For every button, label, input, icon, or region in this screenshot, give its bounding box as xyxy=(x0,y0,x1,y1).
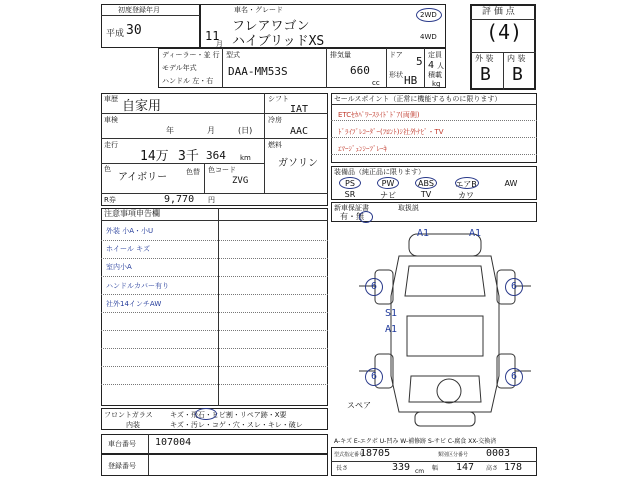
car-name-line1: フレアワゴン xyxy=(232,19,310,34)
shift-label: シフト xyxy=(268,95,289,103)
mileage-rest: 364 xyxy=(206,149,226,162)
equipment-item: PS xyxy=(345,179,355,188)
equipment-item: ナビ xyxy=(380,191,396,200)
equipment-item: TV xyxy=(420,190,432,199)
model-label: 型式 xyxy=(226,51,240,59)
shape: HB xyxy=(404,74,418,87)
class-number: 0003 xyxy=(486,448,511,459)
recycle-fee: 9,770 xyxy=(164,194,195,205)
inspection-year: 年 xyxy=(166,126,174,135)
height-label: 高さ xyxy=(486,465,499,472)
ac: AAC xyxy=(290,126,309,137)
mark-side-2: A1 xyxy=(385,324,398,335)
class-no-label: 類別区分番号 xyxy=(438,452,469,458)
reg-month: 11 xyxy=(205,29,220,43)
warranty-label: 新車保証書 xyxy=(334,204,369,212)
rating-score: (4) xyxy=(486,20,523,44)
lot-label: 車台番号 xyxy=(108,440,136,448)
model-code: DAA-MM53S xyxy=(228,65,288,78)
cm-label: cm xyxy=(415,468,425,475)
spec-no-label: 型式指定番号 xyxy=(334,452,365,458)
interior-grade: B xyxy=(512,64,523,85)
reg-month-unit: 月 xyxy=(216,40,223,48)
drive-4wd: 4WD xyxy=(420,33,437,41)
selling-point: ｴﾏｰｼﾞｪﾝｼｰﾌﾞﾚｰｷ xyxy=(338,145,387,153)
km-label: km xyxy=(240,154,251,162)
note-item: ハンドルカバー有り xyxy=(106,282,169,290)
notes-label: 注意事項申告欄 xyxy=(104,209,160,218)
ac-label: 冷房 xyxy=(268,116,282,124)
mark-front-right: A1 xyxy=(469,228,482,239)
interior-label: 内 装 xyxy=(507,54,526,63)
width-label: 幅 xyxy=(432,465,439,472)
door-label: ドア xyxy=(389,51,403,59)
mileage-sen: 3千 xyxy=(178,149,199,164)
equipment-item: AW xyxy=(504,179,518,188)
wheel-fl: 6 xyxy=(371,281,378,292)
note-item: 社外14インチAW xyxy=(106,300,162,308)
color-code: ZVG xyxy=(232,176,249,186)
mark-side: S1 xyxy=(385,308,398,319)
kg-label: kg xyxy=(432,80,441,88)
model-year-label: モデル年式 xyxy=(162,64,197,72)
usage: 自家用 xyxy=(122,99,162,114)
dealer-label: ディーラー・並 行 xyxy=(162,51,220,59)
interior-condition-options: キズ・汚レ・コゲ・穴・スレ・キレ・破レ xyxy=(170,421,303,429)
inspection-month: 月 xyxy=(207,126,215,135)
capacity-unit: 人 xyxy=(437,62,444,70)
height: 178 xyxy=(504,462,523,473)
equipment-label: 装備品（純正品に限ります） xyxy=(334,168,425,176)
reg-date-label: 初度登録年月 xyxy=(118,6,160,14)
color-label: 色 xyxy=(104,165,111,173)
equipment-item: カワ xyxy=(458,191,474,200)
exterior-label: 外 装 xyxy=(475,54,494,63)
inspection-day: (日) xyxy=(238,126,253,135)
usage-label: 車歴 xyxy=(104,95,118,103)
inspection-label: 車検 xyxy=(104,116,118,124)
selling-points-label: セールスポイント（正常に機能するものに限ります） xyxy=(334,95,502,103)
manual-value: 有・無 xyxy=(340,212,364,221)
mileage-man: 14万 xyxy=(140,149,169,164)
color-change-label: 色替 xyxy=(186,168,200,176)
fuel: ガソリン xyxy=(278,158,318,169)
wheel-fr: 6 xyxy=(511,281,518,292)
note-item: ホイール キズ xyxy=(106,245,150,253)
selling-point: ﾄﾞﾗｲﾌﾞﾚｺｰﾀﾞｰ(ﾌﾛﾝﾄ)ｼ社外ﾅﾋﾞ・TV xyxy=(338,128,444,136)
displacement: 660 xyxy=(350,64,370,77)
length: 339 xyxy=(392,462,411,473)
rating-label: 評 価 点 xyxy=(482,7,515,17)
front-glass-label: フロントガラス xyxy=(104,411,153,419)
spec-number: 18705 xyxy=(360,448,391,459)
equipment-item: ABS xyxy=(418,179,434,188)
wheel-rl: 6 xyxy=(371,371,378,382)
length-label: 長さ xyxy=(336,465,349,472)
capacity-label: 定員 xyxy=(428,51,442,59)
car-name-label: 車名・グレード xyxy=(234,6,283,14)
fuel-label: 燃料 xyxy=(268,141,282,149)
interior-condition-label: 内装 xyxy=(126,421,140,429)
reg-era: 平成 xyxy=(106,29,125,39)
capacity: 4 xyxy=(428,60,435,71)
manual-label: 取扱説 xyxy=(398,204,419,212)
mark-front-left: A1 xyxy=(417,228,430,239)
damage-diagram xyxy=(331,226,537,432)
reg-year: 30 xyxy=(126,23,142,38)
front-glass-options: キズ・飛石・ヒビ割・リペア跡・X要 xyxy=(170,411,287,419)
reg-no-label: 登録番号 xyxy=(108,462,136,470)
color: アイボリー xyxy=(118,172,168,183)
spare-label: スペア xyxy=(347,401,371,410)
car-name-line2: ハイブリッドXS xyxy=(232,34,325,49)
damage-legend: A-キズ E-エクボ U-凹み W-補修跡 S-サビ C-腐食 XX-交換済 xyxy=(334,438,497,445)
doors: 5 xyxy=(416,55,423,68)
note-item: 外装 小A・小U xyxy=(106,227,154,235)
displacement-label: 排気量 xyxy=(330,51,351,59)
yen-label: 円 xyxy=(208,196,215,204)
mileage-label: 走行 xyxy=(104,141,118,149)
equipment-item: SR xyxy=(344,190,356,199)
lot-number: 107004 xyxy=(155,437,192,448)
equipment-item: PW xyxy=(381,179,395,188)
cc-label: cc xyxy=(372,79,380,87)
equipment-item: エアB xyxy=(455,180,477,189)
recycle-label: R券 xyxy=(104,196,116,204)
load-label: 積載 xyxy=(428,71,442,79)
drive-2wd: 2WD xyxy=(420,11,437,19)
handle-label: ハンドル 左・右 xyxy=(162,77,214,85)
width: 147 xyxy=(456,462,475,473)
selling-point: ETCｾｶﾊﾟﾜｰｽﾗｲﾄﾞﾄﾞｱ(両側) xyxy=(338,111,420,119)
shape-label: 形状 xyxy=(389,71,403,79)
note-item: 室内小A xyxy=(106,263,132,271)
wheel-rr: 6 xyxy=(511,371,518,382)
color-code-label: 色コード xyxy=(208,166,236,174)
shift: IAT xyxy=(290,104,309,115)
exterior-grade: B xyxy=(480,64,491,85)
